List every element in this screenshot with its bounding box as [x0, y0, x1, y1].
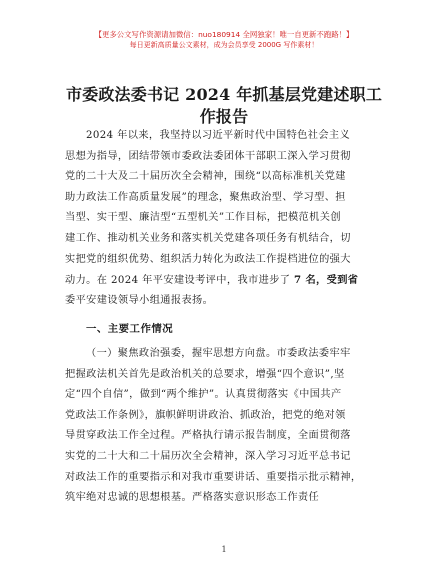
- paragraph-line: （一）聚焦政治强委，握牢思想方向盘。市委政法委牢牢: [86, 348, 351, 359]
- paragraph-line-ranking: [65, 270, 383, 291]
- section-heading: 一、主要工作情况: [86, 323, 174, 335]
- paragraph-line: 对政法工作的重要指示和对我市重要讲话、重要指示批示精神，: [65, 471, 362, 483]
- document-title: 市委政法委书记 2024 年抓基层党建述职工作报告: [65, 85, 383, 126]
- paragraph-line: 当型、实干型、廉洁型“五型机关”工作目标，把模范机关创: [65, 212, 341, 224]
- paragraph-line: 党的二十大及二十届历次全会精神，围绕“以高标准机关党建: [65, 171, 346, 183]
- section-paragraph: [65, 344, 383, 509]
- paragraph-line: 2024 年以来，我坚持以习近平新时代中国特色社会主义: [86, 130, 351, 141]
- promo-banner: [0, 30, 448, 50]
- paragraph-line: 党政法工作条例》，旗帜鲜明讲政治、抓政治，把党的绝对领: [65, 409, 346, 421]
- paragraph-line: 委平安建设领导小组通报表扬。: [65, 294, 214, 306]
- paragraph-line: 思想为指导，团结带领市委政法委团体干部职工深入学习贯彻: [65, 150, 351, 162]
- paragraph-line: 把握政法机关首先是政治机关的总要求，增强“四个意识”,坚: [65, 368, 345, 380]
- page-number: 1: [221, 545, 227, 554]
- paragraph-line: 实党的二十大和二十届历次全会精神，深入学习习近平总书记: [65, 450, 351, 462]
- intro-paragraph: [65, 126, 383, 311]
- paragraph-line: 助力政法工作高质量发展”的理念，聚焦政治型、学习型、担: [65, 191, 346, 203]
- ranking-highlight: 7 名，受到省: [294, 274, 359, 287]
- paragraph-line: 定“四个自信”，做到“两个维护”。认真贯彻落实《中国共产: [65, 389, 342, 401]
- ranking-text: 动力。在 2024 年平安建设考评中，我市进步了: [65, 275, 295, 287]
- promo-banner-line-2: 每日更新高质量公文素材，成为会员享受 2000G 写作素材！: [129, 41, 319, 49]
- promo-banner-line-1: 【更多公文写作资源请加微信：nuo180914 全网独家！唯一自更新不跑路！】: [94, 30, 354, 39]
- paragraph-line: 导贯穿政法工作全过程。严格执行请示报告制度，全面贯彻落: [65, 430, 351, 442]
- paragraph-line: 筑牢绝对忠诚的思想根基。严格落实意识形态工作责任: [65, 492, 320, 504]
- paragraph-line: 实把党的组织优势、组织活力转化为政法工作提档进位的强大: [65, 253, 351, 265]
- paragraph-line: 建工作、推动机关业务和落实机关党建各项任务有机结合，切: [65, 232, 351, 244]
